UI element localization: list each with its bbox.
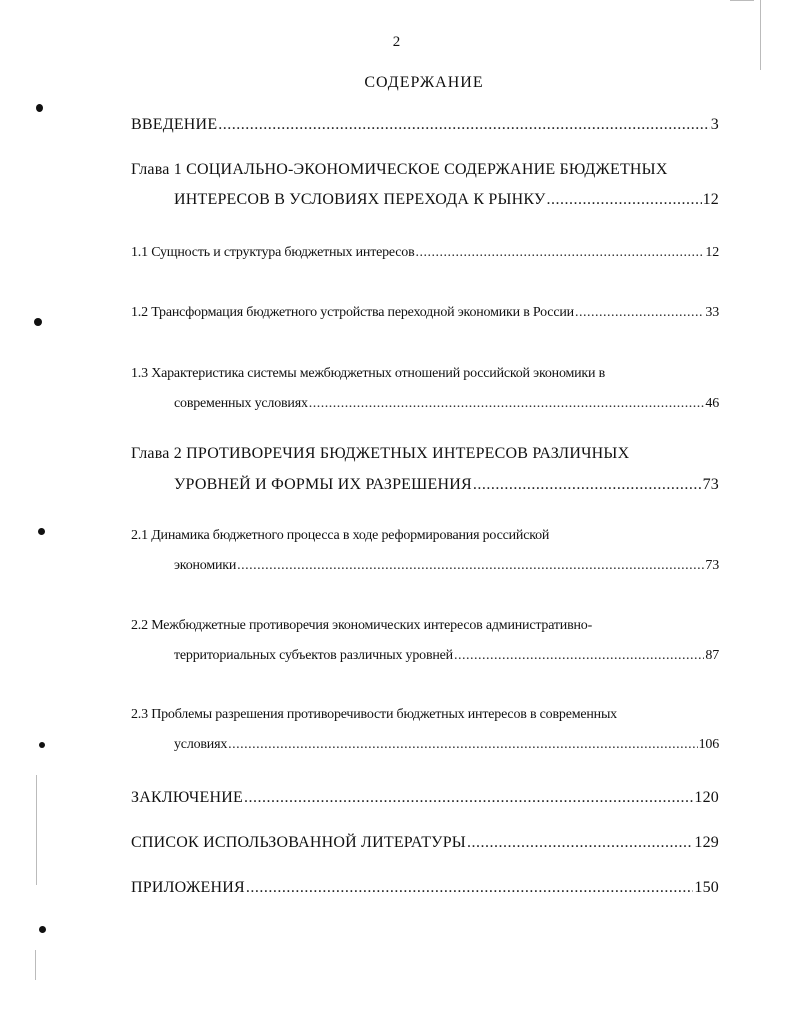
toc-leader-dots	[218, 116, 710, 134]
toc-section-2-2-line1: 2.2 Межбюджетные противоречия экономических интересов административно-	[131, 618, 593, 633]
toc-entry-title: СПИСОК ИСПОЛЬЗОВАННОЙ ЛИТЕРАТУРЫ	[131, 834, 466, 851]
toc-entry-section-1-1	[131, 245, 719, 261]
toc-page-number: 73	[702, 476, 719, 493]
toc-page-number: 150	[694, 879, 719, 896]
toc-page-number: 12	[702, 191, 719, 208]
toc-leader-dots	[575, 305, 704, 321]
toc-leader-dots	[416, 245, 705, 261]
toc-entry-title: ВВЕДЕНИЕ	[131, 116, 218, 133]
toc-entry-section-2-2	[174, 648, 719, 664]
toc-entry-title: ИНТЕРЕСОВ В УСЛОВИЯХ ПЕРЕХОДА К РЫНКУ	[174, 191, 546, 208]
toc-entry-title: 1.2 Трансформация бюджетного устройства переходной экономики в России	[131, 305, 574, 320]
toc-page-number: 3	[710, 116, 719, 133]
toc-page-number: 12	[705, 245, 719, 260]
toc-entry-title: территориальных субъектов различных уровней	[174, 648, 453, 663]
toc-leader-dots	[244, 789, 693, 807]
toc-leader-dots	[246, 879, 693, 897]
scan-hole-mark	[34, 318, 42, 326]
scan-edge-line	[35, 950, 36, 980]
toc-page-number: 87	[705, 648, 719, 663]
toc-entry-title: экономики	[174, 558, 237, 573]
page-number: 2	[392, 34, 401, 50]
toc-entry-title: ПРИЛОЖЕНИЯ	[131, 879, 245, 896]
toc-leader-dots	[473, 476, 702, 494]
toc-section-2-3-line1: 2.3 Проблемы разрешения противоречивости бюджетных интересов в современных	[131, 707, 617, 722]
scan-hole-mark	[38, 528, 45, 535]
toc-entry-section-2-3	[174, 737, 719, 753]
toc-entry-title: УРОВНЕЙ И ФОРМЫ ИХ РАЗРЕШЕНИЯ	[174, 476, 472, 493]
scan-edge-line	[36, 775, 37, 885]
scan-hole-mark	[39, 742, 45, 748]
toc-entry-title: современных условиях	[174, 396, 308, 411]
toc-leader-dots	[228, 737, 697, 753]
toc-leader-dots	[547, 191, 702, 209]
toc-entry-section-2-1	[174, 558, 719, 574]
toc-entry-introduction	[131, 116, 719, 134]
toc-entry-references	[131, 834, 719, 852]
toc-leader-dots	[237, 558, 704, 574]
toc-entry-title: ЗАКЛЮЧЕНИЕ	[131, 789, 243, 806]
toc-chapter2-line1: Глава 2 ПРОТИВОРЕЧИЯ БЮДЖЕТНЫХ ИНТЕРЕСОВ РАЗЛИЧНЫХ	[131, 445, 630, 462]
scan-edge-line	[730, 0, 754, 1]
scan-hole-mark	[36, 104, 43, 112]
toc-entry-section-1-2	[131, 305, 719, 321]
toc-page-number: 33	[705, 305, 719, 320]
toc-leader-dots	[309, 396, 705, 412]
toc-entry-chapter2	[174, 476, 719, 494]
toc-chapter1-line1: Глава 1 СОЦИАЛЬНО-ЭКОНОМИЧЕСКОЕ СОДЕРЖАНИЕ БЮДЖЕТНЫХ	[131, 161, 668, 178]
toc-entry-chapter1	[174, 191, 719, 209]
scan-edge-line	[760, 0, 761, 70]
toc-page-number: 120	[694, 789, 719, 806]
toc-leader-dots	[454, 648, 704, 664]
toc-section-1-3-line1: 1.3 Характеристика системы межбюджетных отношений российской экономики в	[131, 366, 606, 381]
toc-entry-appendices	[131, 879, 719, 897]
toc-entry-title: 1.1 Сущность и структура бюджетных интересов	[131, 245, 415, 260]
toc-page-number: 46	[705, 396, 719, 411]
scan-hole-mark	[39, 926, 46, 933]
toc-page-number: 106	[698, 737, 719, 752]
toc-leader-dots	[467, 834, 693, 852]
toc-page-number: 73	[705, 558, 719, 573]
toc-page-number: 129	[694, 834, 719, 851]
toc-entry-section-1-3	[174, 396, 719, 412]
page-title: СОДЕРЖАНИЕ	[364, 74, 484, 91]
toc-section-2-1-line1: 2.1 Динамика бюджетного процесса в ходе реформирования российской	[131, 528, 550, 543]
toc-entry-conclusion	[131, 789, 719, 807]
toc-entry-title: условиях	[174, 737, 228, 752]
